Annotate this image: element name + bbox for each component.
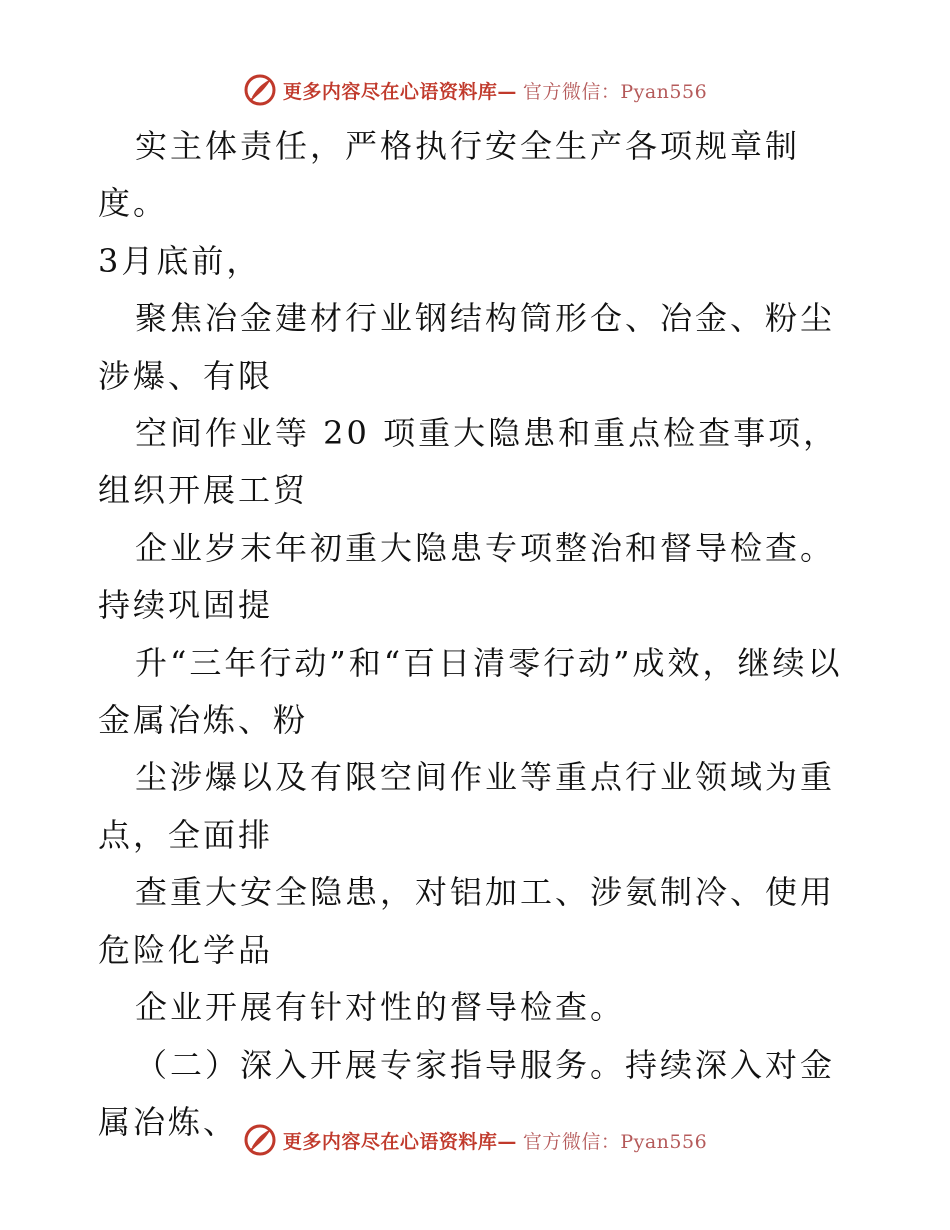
paragraph: 企业岁末年初重大隐患专项整治和督导检查。持续巩固提 bbox=[98, 528, 836, 625]
feather-pen-logo-icon bbox=[243, 73, 277, 107]
paragraph: 升“三年行动”和“百日清零行动”成效，继续以金属冶炼、粉 bbox=[98, 643, 843, 740]
watermark-prefix-text: 更多内容尽在心语资料库— bbox=[282, 1130, 517, 1153]
paragraph: 实主体责任，严格执行安全生产各项规章制度。 bbox=[98, 127, 801, 223]
paragraph: （二）深入开展专家指导服务。持续深入对金属冶炼、 bbox=[98, 1045, 836, 1141]
paragraph: 查重大安全隐患，对铝加工、涉氨制冷、使用危险化学品 bbox=[98, 873, 836, 969]
document-body bbox=[98, 118, 858, 1151]
paragraph: 企业开展有针对性的督导检查。 bbox=[135, 988, 626, 1027]
header-watermark bbox=[0, 70, 950, 110]
paragraph: 聚焦冶金建材行业钢结构筒形仓、冶金、粉尘涉爆、有限 bbox=[98, 299, 836, 395]
paragraph: 尘涉爆以及有限空间作业等重点行业领域为重点，全面排 bbox=[98, 758, 836, 854]
paragraph: 空间作业等 20 项重大隐患和重点检查事项，组织开展工贸 bbox=[98, 414, 839, 510]
watermark-suffix-text: 官方微信：Pyan556 bbox=[522, 1130, 708, 1153]
footer-watermark bbox=[0, 1120, 950, 1160]
watermark-prefix-text: 更多内容尽在心语资料库— bbox=[282, 80, 517, 103]
watermark-suffix-text: 官方微信：Pyan556 bbox=[522, 80, 708, 103]
feather-pen-logo-icon bbox=[243, 1123, 277, 1157]
paragraph: 3月底前， bbox=[98, 241, 262, 280]
